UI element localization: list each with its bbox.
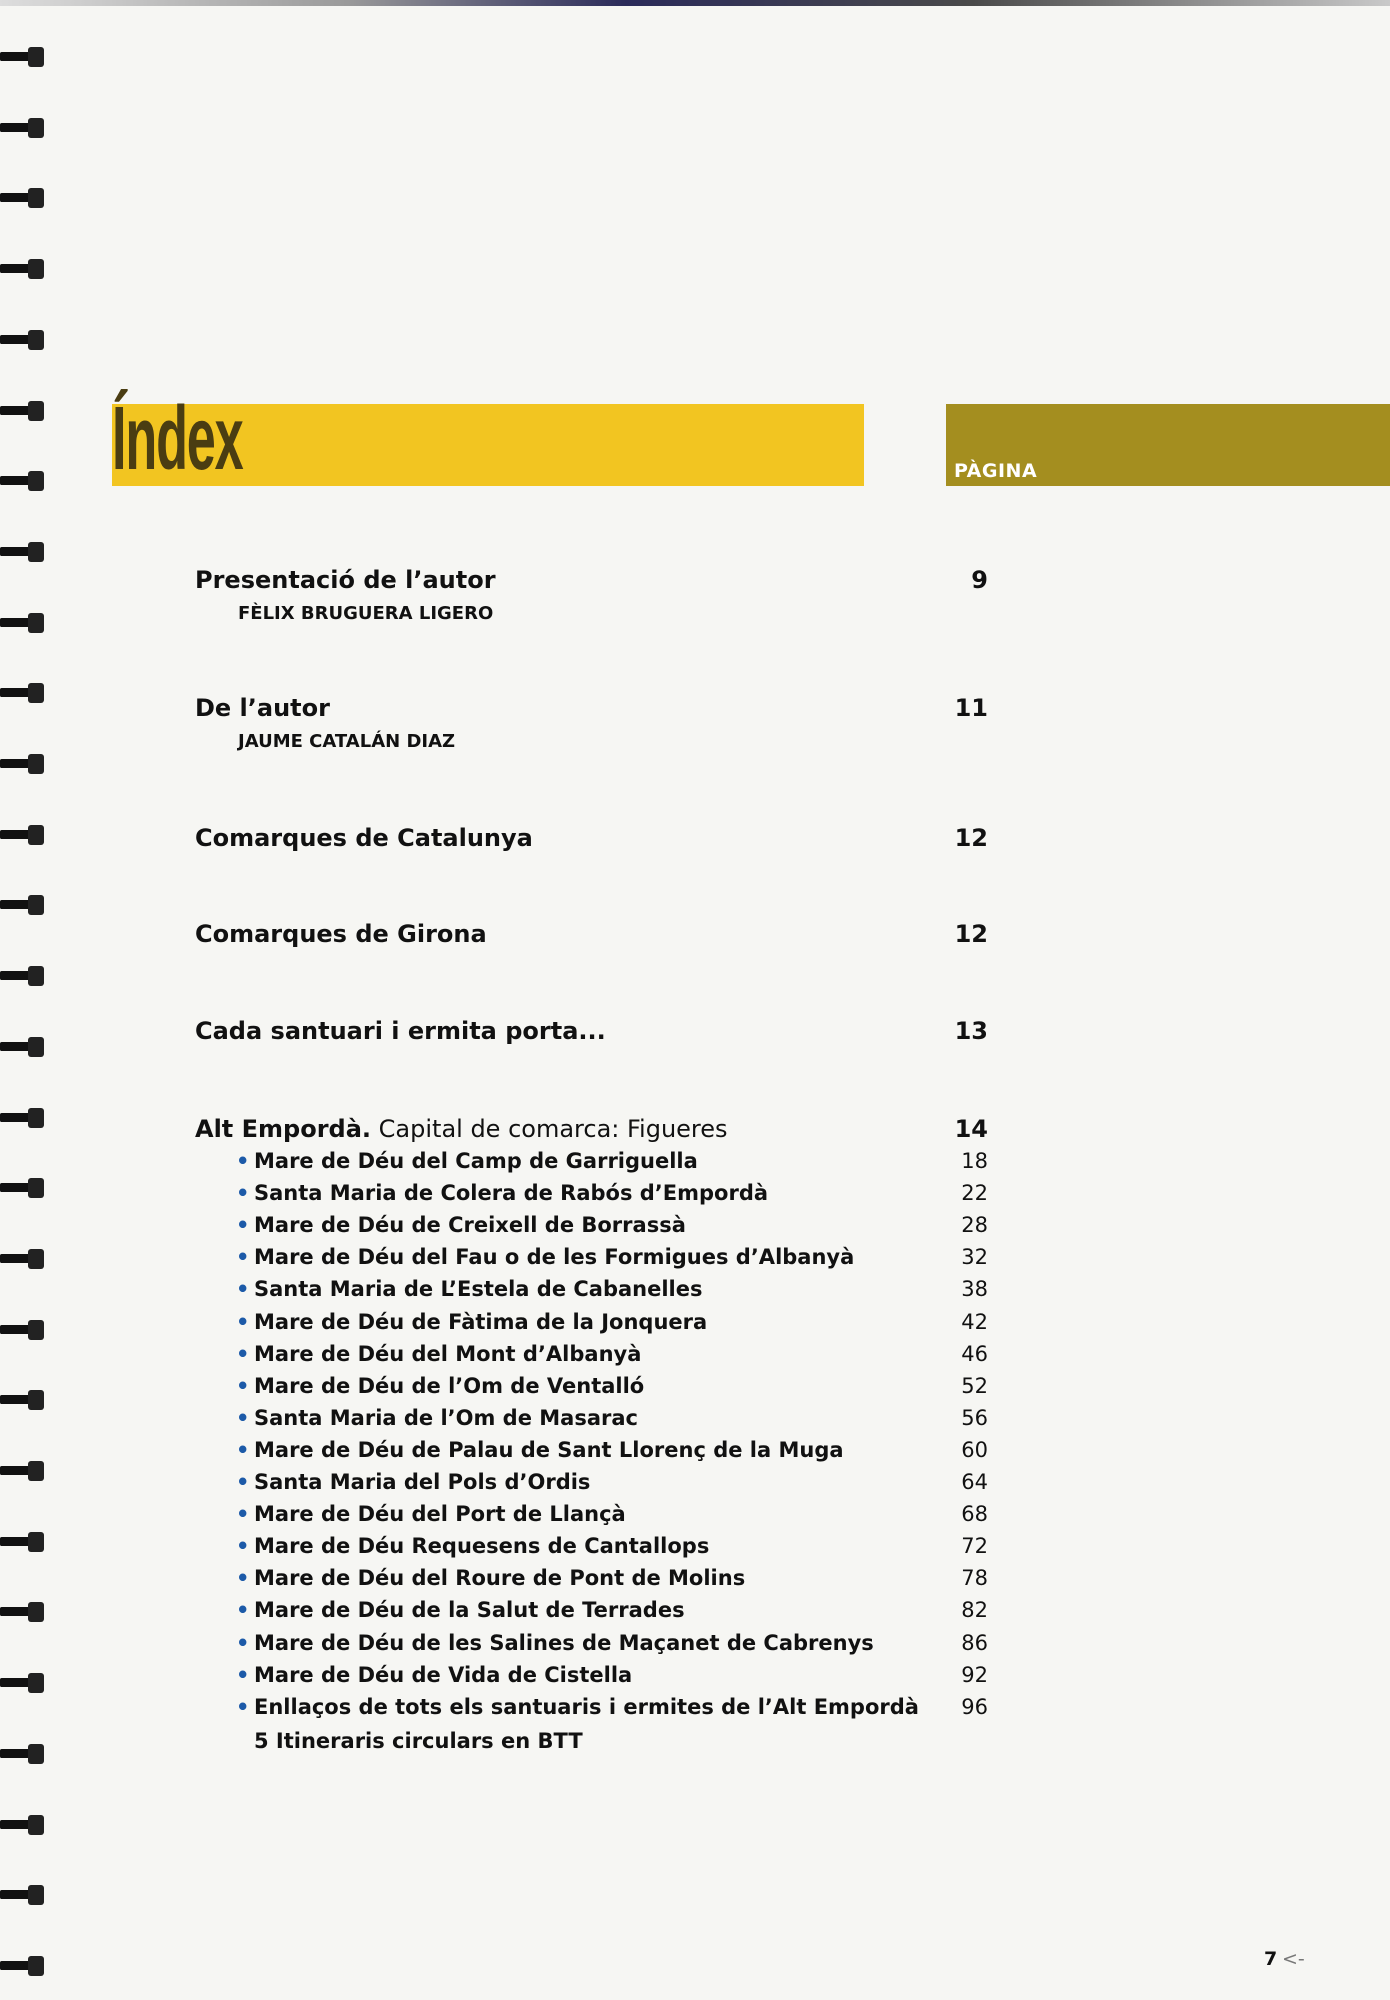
list-item-label: Mare de Déu de Palau de Sant Llorenç de la Muga [254,1437,844,1462]
bullet-icon: • [236,1149,250,1173]
list-item-page: 96 [961,1694,988,1719]
spiral-hole [28,1178,44,1198]
spiral-binding [0,0,60,2000]
toc-section-page: 13 [954,1017,988,1045]
bullet-icon: • [236,1245,250,1270]
toc-section-title: Presentació de l’autor [195,566,496,594]
spiral-ring [0,1882,50,1908]
spiral-hole [28,330,44,350]
spiral-ring [0,1529,50,1555]
list-item-page: 22 [961,1181,988,1206]
bullet-icon: • [236,1566,250,1591]
list-item-page: 52 [961,1373,988,1398]
page-column-label: PÀGINA [954,460,1038,482]
list-item-page: 56 [961,1405,988,1430]
list-item [236,1341,641,1367]
spiral-ring [0,1034,50,1060]
spiral-hole [28,1885,44,1905]
list-item-label: Mare de Déu de Creixell de Borrassà [254,1213,686,1238]
toc-section-page: 12 [954,824,988,852]
list-item-page: 42 [961,1309,988,1334]
list-item [236,1501,626,1527]
list-item [236,1180,768,1206]
list-item-page: 68 [961,1502,988,1527]
toc-section-page: 12 [954,920,988,948]
spiral-hole [28,1673,44,1693]
region-capital: Capital de comarca: Figueres [371,1115,728,1143]
list-item-page: 92 [961,1662,988,1687]
spiral-hole [28,1602,44,1622]
spiral-hole [28,1815,44,1835]
list-item-page: 82 [961,1598,988,1623]
list-item [236,1469,590,1495]
spiral-ring [0,468,50,494]
list-item [236,1437,844,1463]
list-item-label: Santa Maria de l’Om de Masarac [254,1405,638,1430]
list-item [236,1212,686,1238]
list-item-label: Mare de Déu de la Salut de Terrades [254,1598,685,1623]
page-top-edge [0,0,1390,6]
list-item [236,1244,854,1270]
spiral-ring [0,1175,50,1201]
spiral-ring [0,1317,50,1343]
list-item-page: 46 [961,1341,988,1366]
spiral-ring [0,398,50,424]
list-item-label: Mare de Déu del Fau o de les Formigues d’Albanyà [254,1245,855,1270]
spiral-ring [0,822,50,848]
spiral-hole [28,966,44,986]
spiral-hole [28,542,44,562]
toc-section-page: 9 [971,566,988,594]
spiral-hole [28,471,44,491]
list-item-label: Santa Maria de Colera de Rabós d’Empordà [254,1181,769,1206]
spiral-hole [28,1390,44,1410]
spiral-ring [0,1670,50,1696]
spiral-ring [0,963,50,989]
spiral-ring [0,1741,50,1767]
spiral-ring [0,1246,50,1272]
toc-section-title: Comarques de Catalunya [195,824,533,852]
list-item-page: 28 [961,1213,988,1238]
list-item [236,1309,707,1335]
bullet-icon: • [236,1277,250,1302]
spiral-hole [28,1956,44,1976]
bullet-icon: • [236,1373,250,1398]
bullet-icon: • [236,1213,250,1238]
btt-itineraries-note: 5 Itineraris circulars en BTT [254,1729,583,1753]
list-item-page: 38 [961,1277,988,1302]
spiral-hole [28,683,44,703]
spiral-hole [28,259,44,279]
spiral-hole [28,1320,44,1340]
spiral-ring [0,1953,50,1979]
bullet-icon: • [236,1502,250,1527]
spiral-hole [28,188,44,208]
toc-section-author: JAUME CATALÁN DIAZ [238,731,456,752]
bullet-icon: • [236,1437,250,1462]
spiral-ring [0,1105,50,1131]
toc-section-title: Comarques de Girona [195,920,487,948]
spiral-hole [28,1108,44,1128]
list-item-label: Mare de Déu del Mont d’Albanyà [254,1341,642,1366]
list-item [236,1694,919,1720]
bullet-icon: • [236,1470,250,1494]
spiral-hole [28,895,44,915]
spiral-ring [0,539,50,565]
list-item-label: Mare de Déu del Camp de Garriguella [254,1149,698,1173]
spiral-hole [28,1037,44,1057]
list-item-label: Mare de Déu de les Salines de Maçanet de Cabrenys [254,1630,874,1655]
bullet-icon: • [236,1662,250,1687]
spiral-ring [0,1599,50,1625]
spiral-hole [28,1249,44,1269]
list-item-label: Mare de Déu del Port de Llançà [254,1502,626,1527]
list-item-page: 60 [961,1437,988,1462]
spiral-hole [28,47,44,67]
spiral-ring [0,680,50,706]
page-number: 7 [1264,1948,1278,1970]
spiral-ring [0,44,50,70]
arrow-left-icon: <- [1282,1948,1305,1970]
list-item [236,1148,698,1174]
spiral-ring [0,115,50,141]
spiral-ring [0,1458,50,1484]
list-item-page: 72 [961,1534,988,1559]
spiral-hole [28,118,44,138]
spiral-ring [0,1387,50,1413]
toc-section-page: 11 [954,694,988,722]
toc-region-page: 14 [954,1115,988,1143]
list-item [236,1630,874,1656]
toc-section-author: FÈLIX BRUGUERA LIGERO [238,603,494,624]
bullet-icon: • [236,1341,250,1366]
bullet-icon: • [236,1694,250,1719]
spiral-ring [0,892,50,918]
spiral-hole [28,401,44,421]
bullet-icon: • [236,1630,250,1655]
bullet-icon: • [236,1181,250,1206]
list-item-page: 78 [961,1566,988,1591]
list-item [236,1662,632,1688]
spiral-ring [0,327,50,353]
spiral-hole [28,613,44,633]
list-item-page: 86 [961,1630,988,1655]
list-item-label: Enllaços de tots els santuaris i ermites de l’Alt Empordà [254,1694,919,1719]
spiral-hole [28,1744,44,1764]
list-item-label: Mare de Déu Requesens de Cantallops [254,1534,710,1559]
list-item [236,1565,745,1591]
spiral-ring [0,185,50,211]
list-item-page: 18 [961,1149,988,1173]
spiral-ring [0,1812,50,1838]
spiral-hole [28,754,44,774]
bullet-icon: • [236,1534,250,1559]
spiral-ring [0,256,50,282]
list-item-label: Mare de Déu de Vida de Cistella [254,1662,633,1687]
list-item-label: Mare de Déu de Fàtima de la Jonquera [254,1309,708,1334]
bullet-icon: • [236,1598,250,1623]
list-item-label: Santa Maria de L’Estela de Cabanelles [254,1277,703,1302]
list-item-page: 32 [961,1245,988,1270]
bullet-icon: • [236,1309,250,1334]
list-item [236,1276,703,1302]
spiral-ring [0,610,50,636]
spiral-hole [28,1532,44,1552]
region-name: Alt Empordà. [195,1115,372,1143]
list-item-page: 64 [961,1470,988,1494]
spiral-hole [28,825,44,845]
list-item [236,1533,709,1559]
spiral-hole [28,1461,44,1481]
list-item-label: Mare de Déu de l’Om de Ventalló [254,1373,645,1398]
list-item [236,1373,644,1399]
list-item [236,1405,638,1431]
list-item [236,1597,685,1623]
toc-region-title [195,1115,728,1143]
spiral-ring [0,751,50,777]
list-item-label: Santa Maria del Pols d’Ordis [254,1470,591,1494]
toc-section-title: De l’autor [195,694,330,722]
list-item-label: Mare de Déu del Roure de Pont de Molins [254,1566,746,1591]
toc-section-title: Cada santuari i ermita porta... [195,1017,606,1045]
page-title: Índex [112,389,243,489]
bullet-icon: • [236,1405,250,1430]
